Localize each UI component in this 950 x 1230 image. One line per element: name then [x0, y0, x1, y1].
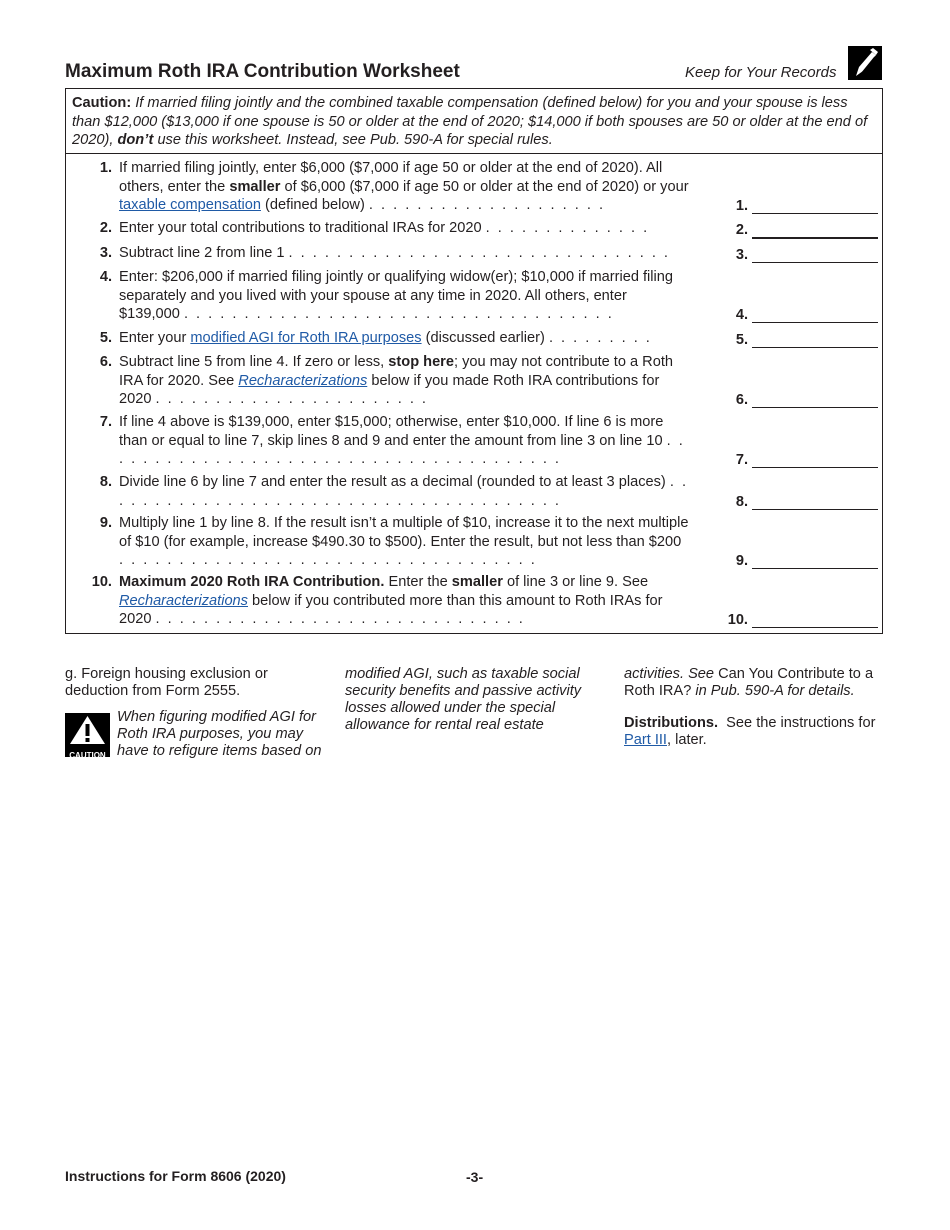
line-8-text: Divide line 6 by line 7 and enter the result as a decimal (rounded to at least 3 places) . . . . . . . . . . . . . . . . . . . . . . . . . . . . . . . . . . . . . . . [119, 474, 689, 509]
line-8 [66, 473, 882, 511]
line-3-label: 3. [735, 247, 748, 263]
line-3-field[interactable] [752, 248, 878, 263]
caution-block [65, 709, 327, 763]
caution-inline-text: When figuring modified AGI for Roth IRA purposes, you may have to refigure items based on [117, 709, 322, 759]
line-6-field[interactable] [752, 393, 878, 408]
line-1-field[interactable] [752, 199, 878, 214]
footer-page-number: -3- [466, 1169, 484, 1185]
line-9-field[interactable] [752, 554, 878, 569]
line-6-number: 6. [99, 354, 112, 370]
line-4-text: Enter: $206,000 if married filing jointly or qualifying widow(er); $10,000 if married filing separately and you lived with your spouse at any time in 2020. All others, enter $139,000 . . . . . . . . . . . . . . . . . . . . . . . . . . . . . . . . . . . . [119, 269, 674, 322]
line-10-label: 10. [727, 612, 748, 628]
line-4-label: 4. [735, 307, 748, 323]
modified-agi-link[interactable]: modified AGI for Roth IRA purposes [190, 330, 422, 346]
caution-text-end: use this worksheet. Instead, see Pub. 590-A for special rules. [157, 132, 553, 148]
line-1-number: 1. [99, 160, 112, 176]
line-9-number: 9. [99, 515, 112, 531]
caution-icon [65, 713, 110, 760]
line-6-text: Subtract line 5 from line 4. If zero or less, stop here; you may not contribute to a Roth IRA for 2020. See Recharacterizations below if you made Roth IRA contributions for 2020 . . . . . . . . . . . . . . . . . . . . . . . [119, 354, 674, 407]
line-1 [66, 159, 882, 215]
line-2-label: 2. [735, 222, 748, 238]
caution-dont: don’t [117, 132, 154, 148]
line-8-field[interactable] [752, 495, 878, 510]
column-1 [65, 666, 327, 763]
taxable-compensation-link[interactable]: taxable compensation [119, 197, 261, 213]
column-3-text: activities. See Can You Contribute to a Roth IRA? in Pub. 590-A for details. [624, 666, 874, 699]
recharacterizations-link[interactable]: Recharacterizations [238, 372, 368, 389]
worksheet-box [65, 88, 883, 634]
line-2 [66, 219, 882, 239]
line-5-number: 5. [99, 330, 112, 346]
line-8-number: 8. [99, 474, 112, 490]
line-10-field[interactable] [752, 613, 878, 628]
line-5 [66, 329, 882, 349]
line-2-field[interactable] [752, 223, 878, 239]
line-7 [66, 413, 882, 469]
distributions-label: Distributions. [624, 715, 719, 731]
line-3-text: Subtract line 2 from line 1 . . . . . . . . . . . . . . . . . . . . . . . . . . . . . . . . [119, 245, 670, 261]
footer-form-title: Instructions for Form 8606 (2020) [65, 1168, 286, 1184]
g-item: g. Foreign housing exclusion or deduction from Form 2555. [65, 666, 268, 699]
line-3 [66, 244, 882, 264]
pencil-icon [848, 46, 882, 80]
line-4-number: 4. [99, 269, 112, 285]
line-6-label: 6. [735, 392, 748, 408]
line-2-number: 2. [99, 220, 112, 236]
line-9-label: 9. [735, 553, 748, 569]
caution-text: If married filing jointly and the combined taxable compensation (defined below) for you and your spouse is less than $12,000 ($13,000 if one spouse is 50 or older at the end of 2020; $14,000 if both spouses are 50 or older at the end of 2020), [72, 95, 868, 148]
part-iii-link[interactable]: Part III [624, 732, 667, 748]
line-3-number: 3. [99, 245, 112, 261]
line-7-number: 7. [99, 414, 112, 430]
caution-label: Caution: [72, 95, 132, 111]
line-10 [66, 573, 882, 629]
line-7-text: If line 4 above is $139,000, enter $15,000; otherwise, enter $10,000. If line 6 is more than or equal to line 7, skip lines 8 and 9 and enter the amount from line 3 on line 10 . . . . . . . . . . . . . . . . . . . . . . . . . . . . . . . . . . . . . . . [119, 414, 685, 467]
line-4 [66, 268, 882, 324]
line-7-field[interactable] [752, 453, 878, 468]
line-1-text: If married filing jointly, enter $6,000 ($7,000 if age 50 or older at the end of 2020). All others, enter the smaller of $6,000 ($7,000 if age 50 or older at the end of 2020) or your taxable compensation (defined below) . . . . . . . . . . . . . . . . . . . . [119, 160, 689, 213]
line-8-label: 8. [735, 494, 748, 510]
caution-note [66, 89, 882, 154]
line-9 [66, 514, 882, 570]
line-10-number: 10. [91, 574, 112, 590]
line-5-label: 5. [735, 332, 748, 348]
column-3 [624, 666, 886, 749]
distributions-paragraph: Distributions. See the instructions for Part III, later. [624, 715, 876, 748]
column-2-text: modified AGI, such as taxable social security benefits and passive activity losses allowed under the special allowance for rental real estate [345, 666, 582, 733]
page-title: Maximum Roth IRA Contribution Worksheet [65, 61, 460, 82]
line-5-text: Enter your modified AGI for Roth IRA purposes (discussed earlier) . . . . . . . . . [119, 330, 652, 346]
line-7-label: 7. [735, 452, 748, 468]
recharacterizations-link-2[interactable]: Recharacterizations [119, 592, 248, 609]
caution-icon-label: CAUTION [69, 751, 106, 760]
line-1-label: 1. [735, 198, 748, 214]
line-4-field[interactable] [752, 308, 878, 323]
line-2-text: Enter your total contributions to traditional IRAs for 2020 . . . . . . . . . . . . . . [119, 220, 650, 236]
line-9-text: Multiply line 1 by line 8. If the result isn’t a multiple of $10, increase it to the next multiple of $10 (for example, increase $490.30 to $500). Enter the result, but not less than $200 . . . . . . . . . . . . . . . . . . . . . . . . . . . . . . . . . . . [119, 515, 689, 568]
line-5-field[interactable] [752, 333, 878, 348]
keep-records-note: Keep for Your Records [685, 64, 837, 81]
line-10-text: Maximum 2020 Roth IRA Contribution. Enter the smaller of line 3 or line 9. See Recharacterizations below if you contributed more than this amount to Roth IRAs for 2020 . . . . . . . . . . . . . . . . . . . . . . . . . . . . . . . [119, 574, 663, 627]
line-6 [66, 353, 882, 409]
column-2 [345, 666, 595, 734]
